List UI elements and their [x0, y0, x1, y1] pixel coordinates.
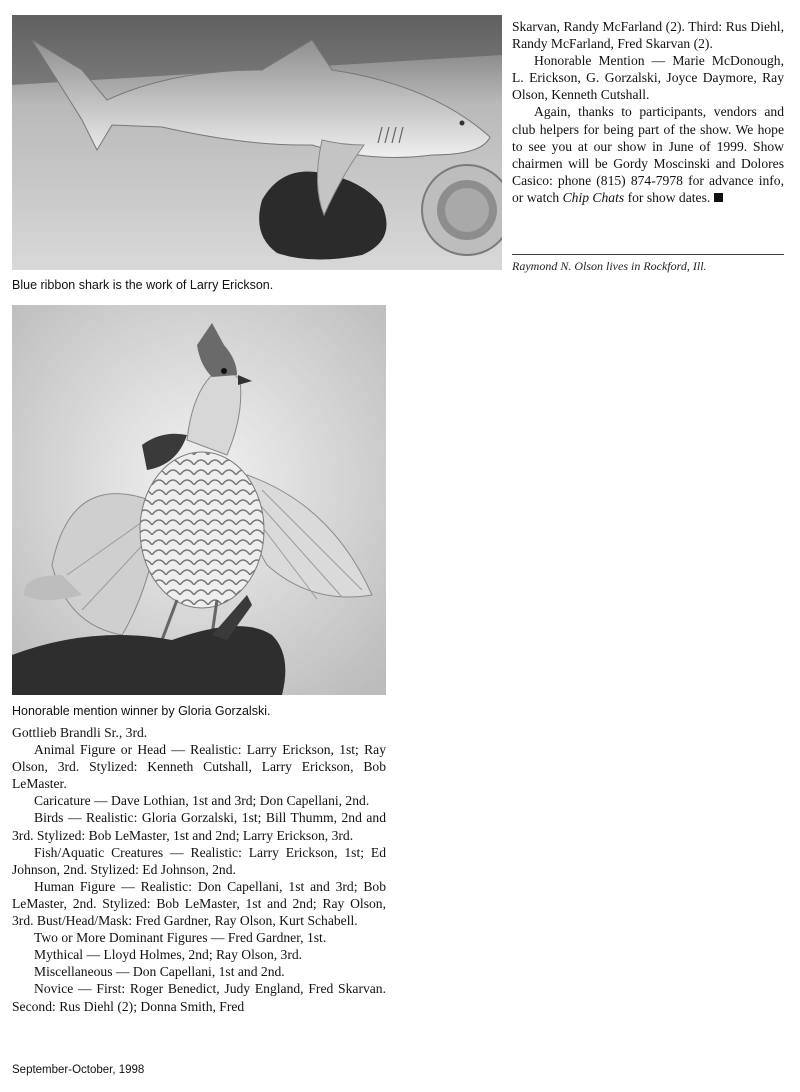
- magazine-title: Chip Chats: [562, 189, 625, 205]
- results-lead-line: Gottlieb Brandli Sr., 3rd.: [12, 725, 148, 740]
- grouse-carving-image: [12, 305, 386, 695]
- miscellaneous-results: Miscellaneous — Don Capellani, 1st and 2nd.: [34, 964, 285, 980]
- issue-date-footer: September-October, 1998: [12, 1064, 145, 1076]
- animal-figure-results: Animal Figure or Head — Realistic: Larry Erickson, 1st; Ray Olson, 3rd. Stylized: Kenneth Cutshall, Larry Erickson, Bob LeMaster.: [12, 742, 386, 792]
- grouse-caption: Honorable mention winner by Gloria Gorzalski.: [12, 704, 271, 718]
- caricature-results: Caricature — Dave Lothian, 1st and 3rd; Don Capellani, 2nd.: [34, 793, 370, 809]
- birds-results: Birds — Realistic: Gloria Gorzalski, 1st; Bill Thumm, 2nd and 3rd. Stylized: Bob LeMaster, 1st and 2nd; Larry Erickson, 3rd.: [12, 810, 386, 843]
- results-continued-paragraph: Skarvan, Randy McFarland (2). Third: Rus Diehl, Randy McFarland, Fred Skarvan (2).: [512, 19, 784, 52]
- left-column-results: [12, 724, 386, 1015]
- end-mark-icon: [714, 193, 723, 202]
- grouse-photo: [12, 305, 386, 695]
- right-column-text: [512, 18, 784, 206]
- byline-divider: [512, 254, 784, 255]
- closing-text: Again, thanks to participants, vendors and club helpers for being part of the show. We hope to see you at our show in June of 1999. Show chairmen will be Gordy Moscinski and Dolores Casico: phone (815) 874-7978 for advance info, or watch: [512, 104, 784, 205]
- closing-paragraph: [512, 103, 784, 206]
- shark-carving-image: [12, 15, 502, 270]
- closing-text-end: for show dates.: [627, 189, 711, 205]
- honorable-mention-paragraph: Honorable Mention — Marie McDonough, L. Erickson, G. Gorzalski, Joyce Daymore, Ray Olson, Kenneth Cutshall.: [512, 53, 784, 103]
- shark-photo: [12, 15, 502, 270]
- shark-caption: Blue ribbon shark is the work of Larry Erickson.: [12, 278, 274, 292]
- mythical-results: Mythical — Lloyd Holmes, 2nd; Ray Olson, 3rd.: [34, 947, 303, 963]
- author-byline: Raymond N. Olson lives in Rockford, Ill.: [512, 259, 707, 273]
- human-figure-results: Human Figure — Realistic: Don Capellani, 1st and 3rd; Bob LeMaster, 2nd. Stylized: Bob LeMaster, 1st and 2nd; Ray Olson, 3rd. Bust/Head/Mask: Fred Gardner, Ray Olson, Kurt Schabell.: [12, 878, 386, 929]
- two-or-more-figures-results: Two or More Dominant Figures — Fred Gardner, 1st.: [34, 930, 327, 946]
- fish-aquatic-results: Fish/Aquatic Creatures — Realistic: Larry Erickson, 1st; Ed Johnson, 2nd. Stylized: Ed Johnson, 2nd.: [12, 844, 386, 877]
- novice-results: Novice — First: Roger Benedict, Judy England, Fred Skarvan. Second: Rus Diehl (2); Donna Smith, Fred: [12, 981, 386, 1014]
